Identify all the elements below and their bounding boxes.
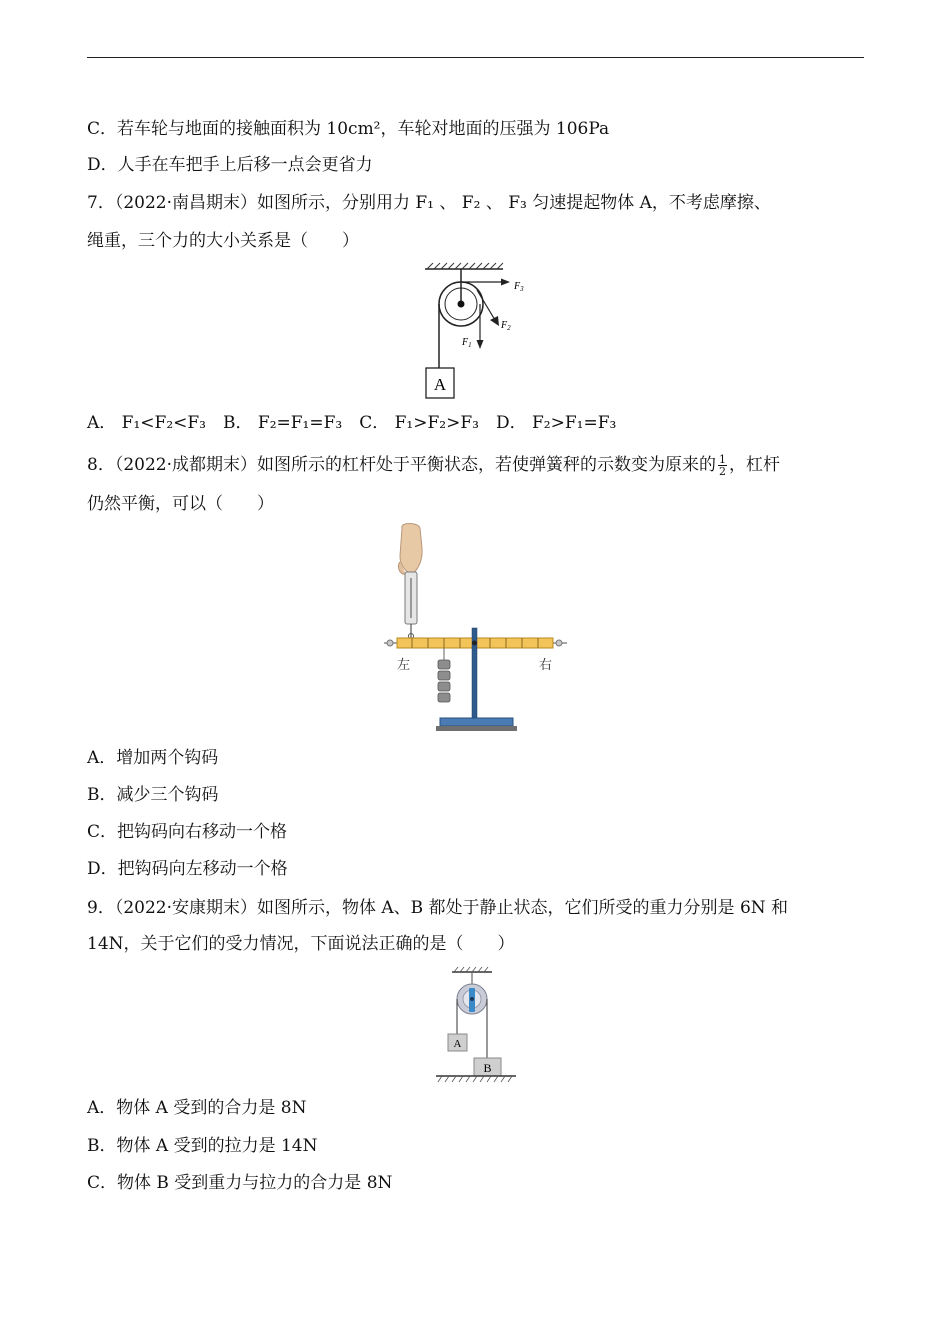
q9-pulley-figure	[430, 966, 526, 1086]
q7-f3-label: F	[514, 281, 521, 292]
q8-stem-line2: 仍然平衡，可以（ ）	[87, 494, 274, 514]
q9-block-b-label: B	[483, 1061, 492, 1075]
q6-option-d: D．人手在车把手上后移一点会更省力	[87, 155, 373, 175]
q7-block-label: A	[433, 375, 447, 394]
q7-options: A． F₁<F₂<F₃ B． F₂=F₁=F₃ C． F₁>F₂>F₃ D． F₂>F₁=F₃	[87, 413, 617, 433]
q8-stem-line1-b: ，杠杆	[728, 455, 780, 475]
q7-stem-line2: 绳重，三个力的大小关系是（ ）	[87, 231, 359, 251]
q9-option-c: C．物体 B 受到重力与拉力的合力是 8N	[87, 1173, 393, 1193]
q8-option-a: A．增加两个钩码	[87, 748, 219, 768]
q8-fraction	[718, 454, 727, 477]
q8-lever-figure	[370, 522, 580, 737]
q8-stem-line1-a: 8．（2022·成都期末）如图所示的杠杆处于平衡状态，若使弹簧秤的示数变为原来的	[87, 455, 716, 475]
q7-f1-label: F	[462, 337, 469, 348]
fraction-numerator: 1	[718, 453, 726, 466]
q8-left-label: 左	[397, 658, 411, 673]
header-rule	[87, 57, 864, 58]
svg-text:F3	[513, 281, 524, 293]
q7-f2-sub: 2	[507, 324, 511, 332]
q8-stem-line1	[87, 453, 780, 477]
q9-option-b: B．物体 A 受到的拉力是 14N	[87, 1136, 318, 1156]
q8-option-d: D．把钩码向左移动一个格	[87, 859, 288, 879]
q7-f1-sub: 1	[468, 341, 472, 349]
q9-stem-line2: 14N，关于它们的受力情况，下面说法正确的是（ ）	[87, 934, 515, 954]
q9-stem-line1: 9．（2022·安康期末）如图所示，物体 A、B 都处于静止状态，它们所受的重力分别是 6N 和	[87, 898, 789, 918]
q9-option-a: A．物体 A 受到的合力是 8N	[87, 1098, 307, 1118]
q8-option-c: C．把钩码向右移动一个格	[87, 822, 288, 842]
q6-option-c: C．若车轮与地面的接触面积为 10cm²，车轮对地面的压强为 106Pa	[87, 119, 610, 139]
q8-right-label: 右	[539, 658, 553, 673]
svg-text:F1	[461, 337, 472, 349]
q7-stem-line1: 7．（2022·南昌期末）如图所示，分别用力 F₁ 、 F₂ 、 F₃ 匀速提起物体 A，不考虑摩擦、	[87, 193, 771, 213]
q7-f3-sub: 3	[520, 285, 524, 293]
svg-text:F2	[500, 320, 511, 332]
q7-f2-label: F	[501, 320, 508, 331]
q7-pulley-figure	[415, 262, 545, 402]
fraction-denominator: 2	[718, 465, 726, 478]
q8-option-b: B．减少三个钩码	[87, 785, 219, 805]
q9-block-a-label: A	[453, 1038, 462, 1050]
